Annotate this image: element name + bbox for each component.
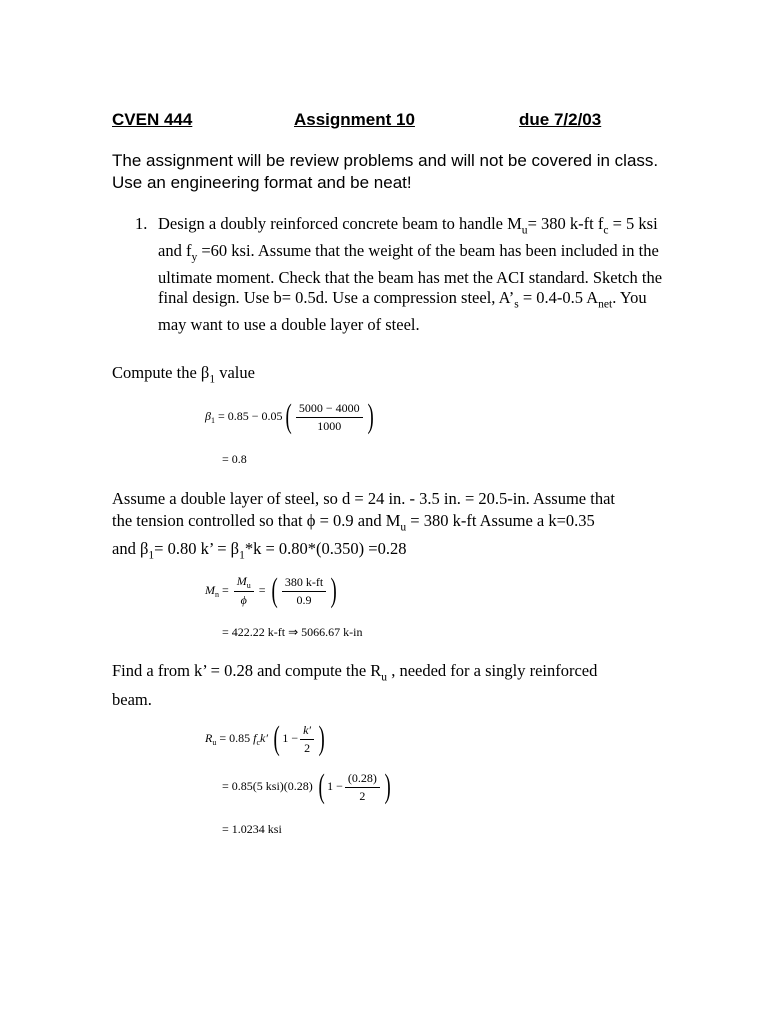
ru-equation-line1: $R_u = 0.85$ $f_ck'$ ( 1 − $\frac{k'}{2}$ ) [205,720,325,757]
problem-number: 1. [135,214,148,233]
beta-result: = 0.8 [222,452,247,466]
find-paragraph: Find a from k’ = 0.28 and compute the $R_u$ , needed for a singly reinforced beam. [112,661,598,709]
assignment-title: Assignment 10 [294,110,415,129]
due-date: due 7/2/03 [519,110,602,129]
mn-result: = 422.22 k-ft ⇒ 5066.67 k-in [222,625,363,639]
problem-1 [135,214,675,335]
beta-heading: Compute the $\beta_1$ value [112,363,255,386]
intro-paragraph: The assignment will be review problems and will not be covered in class. Use an engineering format and be neat! [112,151,659,192]
course-code: CVEN 444 [112,110,193,129]
mn-equation: $M_n$ = $\frac{M_u}{\phi}$ = ( $\frac{380 k-ft}{0.9}$ ) [205,572,337,609]
ru-equation-line2: = 0.85(5 ksi)(0.28) ( 1 − $\frac{(0.28)}{2}$ ) [222,768,391,805]
beta-equation: $\beta_1 = 0.85 - 0.05$( $\frac{5000 - 4000}{1000}$ ) [205,398,374,435]
assume-paragraph: Assume a double layer of steel, so d = 24 in. - 3.5 in. = 20.5-in. Assume that the tension controlled so that ϕ = 0.9 and $M_u = 380$ k-ft Assume a k=0.35 and $\beta_1= 0.80$ k’ = $\beta_1*k = 0.80*(0.350) =0.28$ [112,489,616,562]
problem-text: Design a doubly reinforced concrete beam to handle $M_u= 380$ k-ft $f_c = 5$ ksi and $f_y =60$ ksi. Assume that the weight of the beam has been included in the ultimate moment. Check that the beam has met the ACI standard. Sketch the final design. Use b= 0.5d. Use a compression steel, $A’_s = 0.4-0.5$ $A_{net}$. You may want to use a double layer of steel. [158,214,663,334]
ru-result: = 1.0234 ksi [222,822,282,836]
